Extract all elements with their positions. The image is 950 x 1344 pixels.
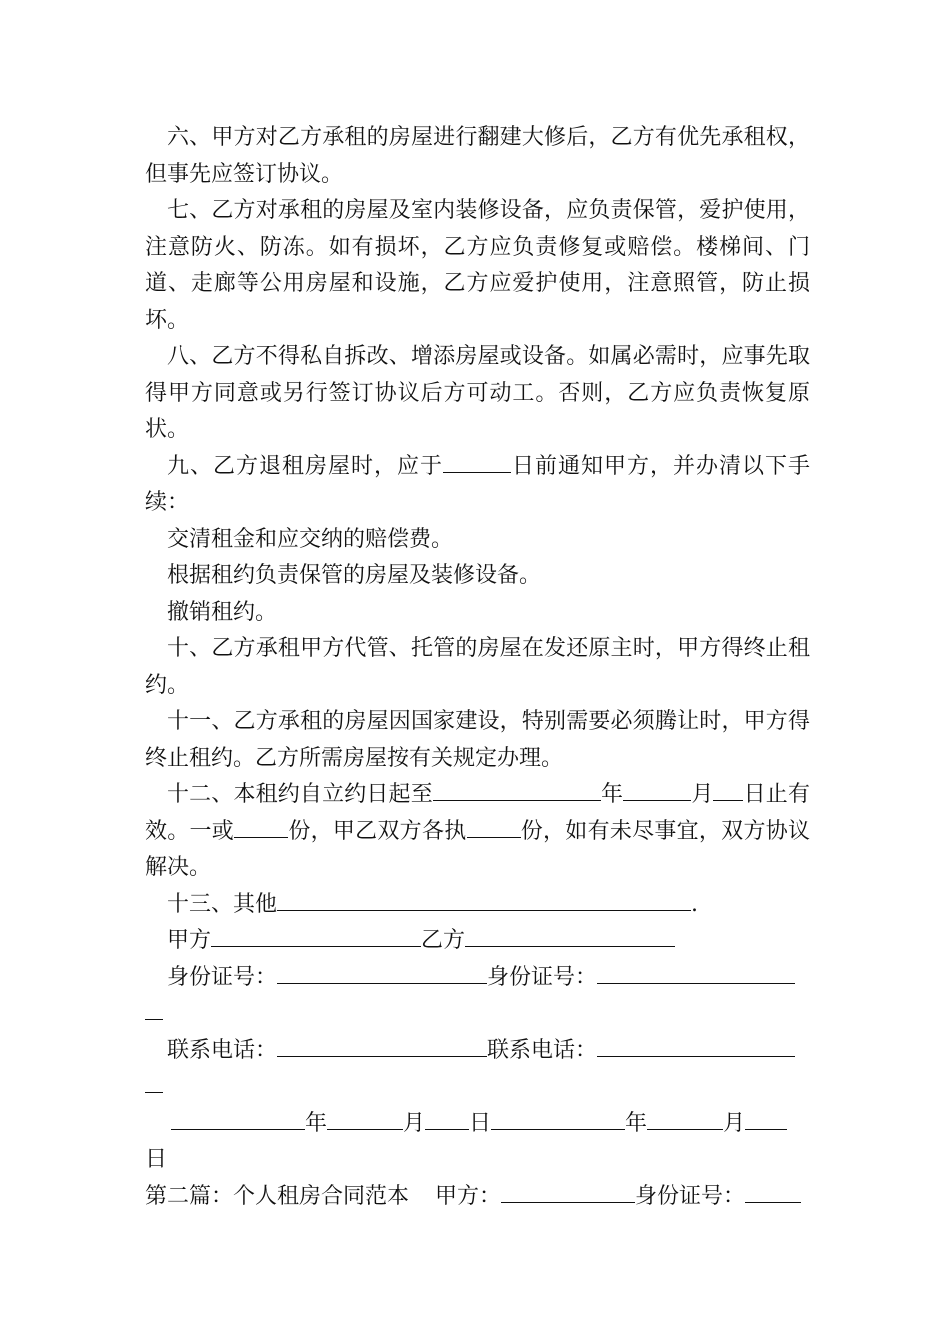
party-b-year-blank [491,1109,625,1130]
party-b-month-blank [647,1109,723,1130]
signature-dates: 年 月 日 年 月 [145,1106,810,1143]
clause-12: 十二、本租约自立约日起至 年 月 日止有效。一或 份，甲乙双方各执 份，如有未尽事宜，双方协议解决。 [145,782,810,880]
section-2-party-a-blank [501,1182,635,1203]
clause-9-item-3: 撤销租约。 [167,599,278,625]
party-a-id-blank [277,963,487,984]
clause-11: 十一、乙方承租的房屋因国家建设，特别需要必须腾让时，甲方得终止租约。乙方所需房屋按有关规定办理。 [145,709,810,771]
party-a-day-blank [425,1109,469,1130]
section-2-id-blank [745,1182,801,1203]
clause-8: 八、乙方不得私自拆改、增添房屋或设备。如属必需时，应事先取得甲方同意或另行签订协议后方可动工。否则，乙方应负责恢复原状。 [145,344,810,442]
id-blank-overflow [145,999,163,1020]
party-a-sign-blank [211,926,421,947]
party-a-phone-blank [277,1036,487,1057]
clause-7: 七、乙方对承租的房屋及室内装修设备，应负责保管，爱护使用，注意防火、防冻。如有损坏，乙方应负责修复或赔偿。楼梯间、门道、走廊等公用房屋和设施，乙方应爱护使用，注意照管，防止损坏。 [145,198,810,333]
clause-13: 十三、其他 . [167,891,699,917]
clause-9-item-2: 根据租约负责保管的房屋及装修设备。 [167,563,542,588]
next-section-heading: 第二篇：个人租房合同范本 甲方： 身份证号： [145,1179,810,1216]
clause-10: 十、乙方承租甲方代管、托管的房屋在发还原主时，甲方得终止租约。 [145,636,810,698]
party-b-id-blank [597,963,795,984]
party-a-year-blank [171,1109,305,1130]
party-b-day-blank [745,1109,787,1130]
party-b-phone-blank [597,1036,795,1057]
phone-line-wrap [145,1069,810,1106]
other-terms-blank [277,890,691,911]
notice-days-blank [443,452,511,473]
end-day-blank [713,780,743,801]
clause-6: 六、甲方对乙方承租的房屋进行翻建大修后，乙方有优先承租权，但事先应签订协议。 [145,125,810,187]
id-line-wrap [145,996,810,1033]
contract-page [145,120,810,1215]
end-date-blank [433,780,601,801]
copies-each-blank [467,817,521,838]
end-month-blank [623,780,691,801]
signature-id-numbers: 身份证号： 身份证号： [145,960,810,997]
clause-9-item-1: 交清租金和应交纳的赔偿费。 [167,526,454,552]
party-b-sign-blank [465,926,675,947]
copies-total-blank [234,817,288,838]
signature-phones: 联系电话： 联系电话： [145,1033,810,1070]
signature-parties: 甲方 乙方 [145,923,810,960]
date-line-wrap: 日 [145,1147,168,1172]
phone-blank-overflow [145,1072,163,1093]
clause-9: 九、乙方退租房屋时，应于 日前通知甲方，并办清以下手续： [145,453,810,515]
section-2-title: 第二篇：个人租房合同范本 [145,1183,410,1209]
party-a-month-blank [327,1109,403,1130]
